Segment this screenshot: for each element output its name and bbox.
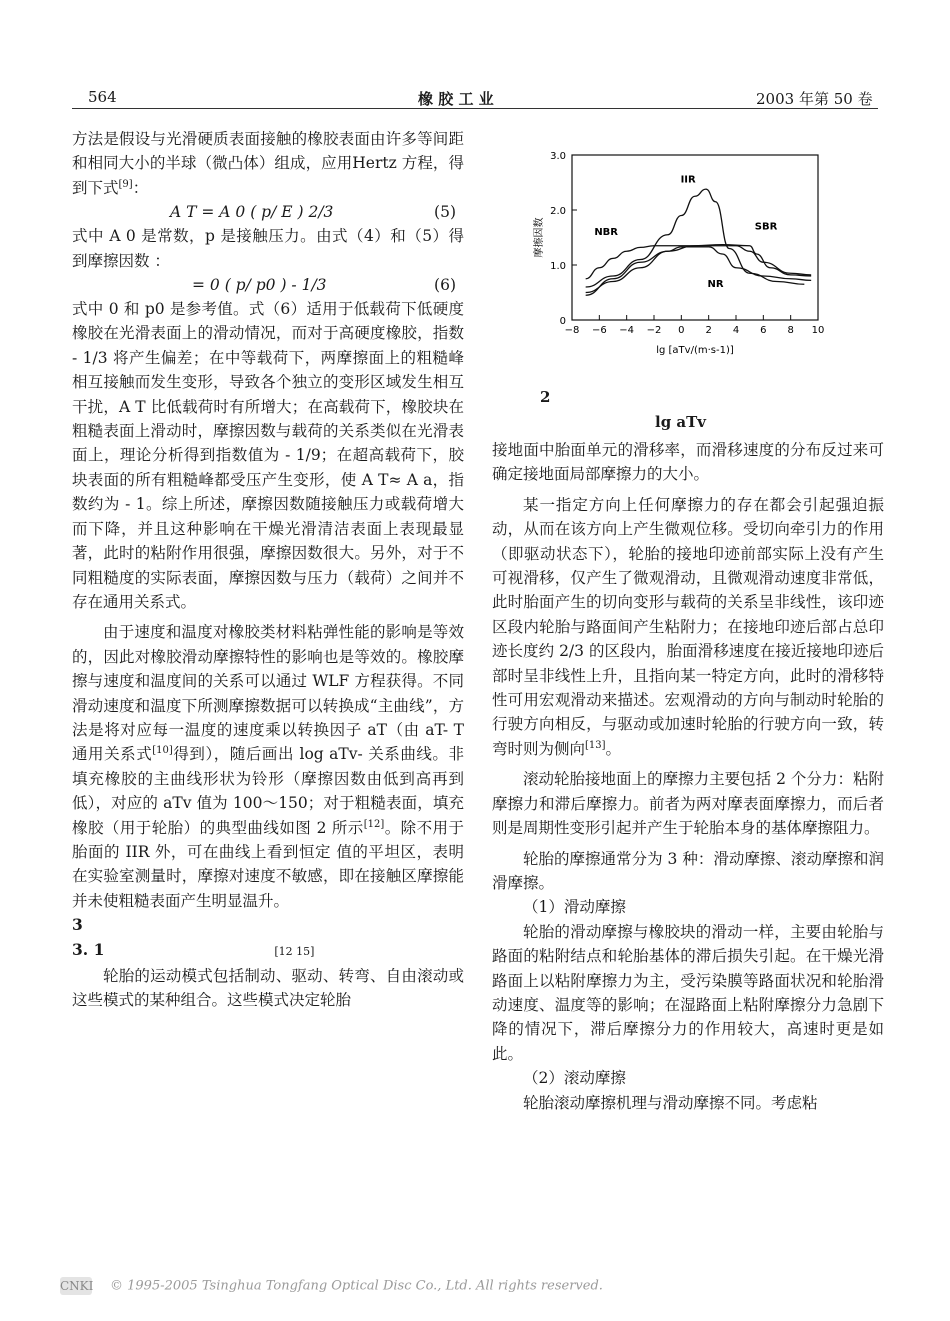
series-label-sbr: SBR [754, 221, 778, 233]
paragraph: 接地面中胎面单元的滑移率，而滑移速度的分布反过来可确定接地面局部摩擦力的大小。 [492, 441, 884, 484]
x-tick-label: 0 [678, 325, 685, 336]
volume-info: 2003 年第 50 卷 [756, 90, 873, 108]
paragraph: 方法是假设与光滑硬质表面接触的橡胶表面由许多等间距和相同大小的半球（微凸体）组成，应用Hertz 方程，得到下式[9]： [72, 130, 464, 197]
paragraph: 轮胎的摩擦通常分为 3 种：滑动摩擦、滚动摩擦和润滑摩擦。 [492, 849, 884, 892]
subsection-heading: 3. 1 [12 15] [72, 939, 315, 959]
x-axis-label: lg [aTv/(m·s-1)] [656, 345, 734, 356]
figure-number: 2 [540, 388, 551, 406]
series-line-sbr [586, 245, 811, 296]
equation-formula: A T = A 0 ( p/ E ) 2/3 [170, 203, 334, 222]
citation: [9] [118, 178, 133, 190]
equation-number: (6) [434, 276, 456, 295]
publisher-logo: CNKI [60, 1279, 94, 1293]
paragraph: 式中 A 0 是常数，p 是接触压力。由式（4）和（5）得到摩擦因数 ： [72, 227, 464, 270]
series-label-nbr: NBR [594, 226, 619, 238]
x-tick-label: −8 [564, 325, 580, 336]
equation-number: (5) [434, 203, 456, 222]
journal-title: 橡 胶 工 业 [418, 90, 494, 108]
figure-caption: lg aTv [655, 413, 707, 431]
x-tick-label: 2 [705, 325, 712, 336]
header-rule [72, 108, 878, 109]
y-axis-label: 摩擦因数 [534, 217, 545, 258]
series-label-iir: IIR [680, 174, 696, 186]
x-tick-label: 4 [732, 325, 740, 336]
citation: [13] [585, 739, 606, 751]
x-tick-label: 6 [760, 325, 767, 336]
equation-formula: = 0 ( p/ p0 ) - 1/3 [192, 276, 327, 295]
y-tick-label: 2.0 [550, 206, 566, 217]
x-tick-label: −6 [591, 325, 607, 336]
y-tick-label: 1.0 [550, 261, 566, 272]
y-tick-label: 3.0 [550, 151, 566, 162]
friction-master-curve-chart [520, 140, 840, 365]
page-number: 564 [88, 88, 117, 106]
series-line-iir [586, 189, 805, 287]
paragraph: 由于速度和温度对橡胶类材料粘弹性能的影响是等效的，因此对橡胶滑动摩擦特性的影响也是等效的。橡胶摩擦与速度和温度间的关系可以通过 WLF 方程获得。不同滑动速度和温度下所测摩擦数据可以转换成“主曲线”，方法是将对应每一温度的速度乘以转换因子 aT（由 aT- T 通用关系式[10]得到），随后画出 log aTv- 关系曲线。非填充橡胶的主曲线形状为铃形（摩擦因数由低到高再到低），对应的 aTv 值为 100～150；对于粗糙表面，填充橡胶（用于轮胎）的典型曲线如图 2 所示[12]。除不用于胎面的 IIR 外，可在曲线上看到恒定 值的平坦区，表明在实验室测量时，摩擦对速度不敏感，即在接触区摩擦能并未使粗糙表面产生明显温升。 [72, 623, 464, 910]
x-tick-label: 8 [787, 325, 794, 336]
paragraph: 某一指定方向上任何摩擦力的存在都会引起强迫振动，从而在该方向上产生微观位移。受切向牵引力的作用（即驱动状态下），轮胎的接地印迹前部实际上没有产生可视滑移，仅产生了微观滑动，且微观滑动速度非常低，此时胎面产生的切向变形与载荷的关系呈非线性，该印迹区段内轮胎与路面间产生粘附力；在接地印迹后部占总印迹长度约 2/3 的区段内，胎面滑移速度在接近接地印迹后部时呈非线性上升，且指向某一特定方向，此时的滑移特性可用宏观滑动来描述。宏观滑动的方向与制动时轮胎的行驶方向相反，与驱动或加速时轮胎的行驶方向一致，转弯时则为侧向[13]。 [492, 495, 884, 758]
citation: [12] [363, 818, 385, 830]
copyright-footer: CNKI © 1995-2005 Tsinghua Tongfang Optical Disc Co., Ltd. All rights reserved. [60, 1278, 603, 1294]
right-column [492, 438, 884, 1115]
section-heading: 3 [72, 915, 83, 935]
equation-6 [72, 273, 464, 297]
paragraph: 式中 0 和 p0 是参考值。式（6）适用于低载荷下低硬度橡胶在光滑表面上的滑动情况，而对于高硬度橡胶，指数 - 1/3 将产生偏差；在中等载荷下，两摩擦面上的粗糙峰相互接触而发生变形，导致各个独立的变形区域发生相互干扰，A T 比低载荷时有所增大；在高载荷下，橡胶块在粗糙表面上滑动时，摩擦因数与载荷的关系类似在光滑表面上，理论分析得到指数值为 - 1/9；在超高载荷下，胶块表面的所有粗糙峰都受压产生变形，使 A T≈ A a，指数约为 - 1。综上所述，摩擦因数随接触压力或载荷增大而下降，并且这种影响在干燥光滑清洁表面上表现最显著，此时的粘附作用很强，摩擦因数很大。另外，对于不同粗糙度的实际表面，摩擦因数与压力（载荷）之间并不存在通用关系式。 [72, 300, 464, 611]
citation: [12 15] [274, 944, 315, 958]
equation-5 [72, 200, 464, 224]
paragraph: 轮胎滚动摩擦机理与滑动摩擦不同。考虑粘 [523, 1093, 818, 1112]
list-heading: （2）滚动摩擦 [523, 1069, 626, 1088]
paragraph: 轮胎的滑动摩擦与橡胶块的滑动一样，主要由轮胎与路面的粘附结点和轮胎基体的滞后损失引起。在干燥光滑路面上以粘附摩擦力为主，受污染膜等路面状况和轮胎滑动速度、温度等的影响；在湿路面上粘附摩擦分力急剧下降的情况下，滞后摩擦分力的作用较大，高速时更是如此。 [492, 922, 884, 1063]
series-label-nr: NR [707, 279, 724, 290]
paragraph: 滚动轮胎接地面上的摩擦力主要包括 2 个分力：粘附摩擦力和滞后摩擦力。前者为两对摩表面摩擦力，而后者则是周期性变形引起并产生于轮胎本身的基体摩擦阻力。 [492, 770, 884, 838]
x-tick-label: −2 [646, 325, 662, 336]
paragraph: 轮胎的运动模式包括制动、驱动、转弯、自由滚动或这些模式的某种组合。这些模式决定轮胎 [72, 967, 464, 1010]
left-column [72, 127, 464, 1013]
y-tick-label: 0 [559, 316, 566, 327]
x-tick-label: 10 [811, 325, 825, 336]
x-tick-label: −4 [619, 325, 635, 336]
list-heading: （1）滑动摩擦 [523, 898, 626, 917]
citation: [10] [152, 745, 173, 757]
